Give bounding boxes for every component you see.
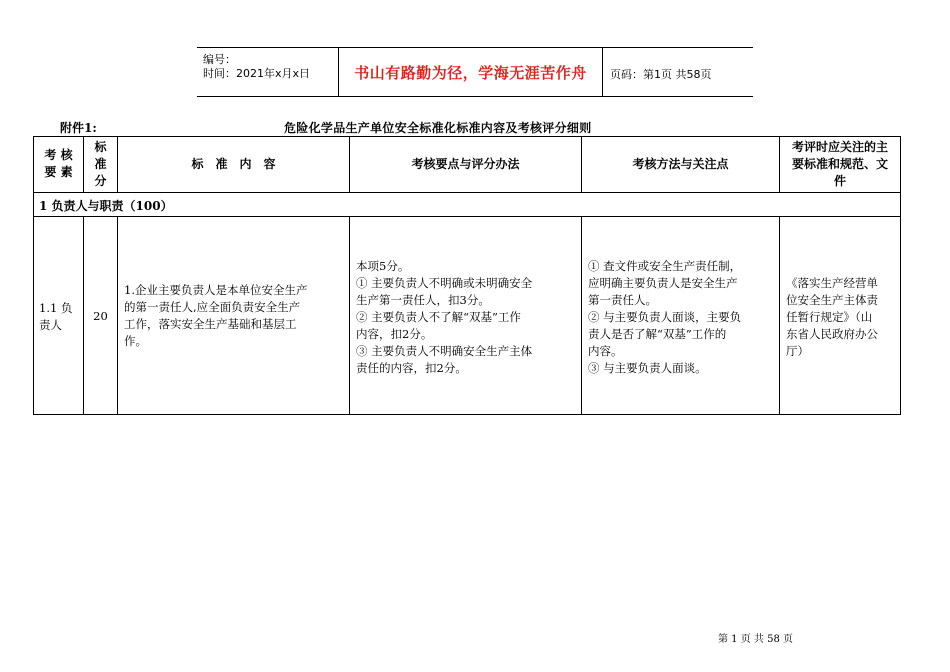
row-element xyxy=(39,300,81,334)
page-footer: 第 1 页 共 58 页 xyxy=(718,634,793,645)
row-references-line: 任暂行规定》（山 xyxy=(786,310,873,324)
row-element-line: 1.1 负 xyxy=(39,301,73,315)
row-standard-line: 的第一责任人,应全面负责安全生产 xyxy=(124,300,301,314)
row-references xyxy=(786,275,900,360)
col-header-element xyxy=(34,147,83,181)
section-heading: 1 负责人与职责（100） xyxy=(39,199,173,213)
row-element-line: 责人 xyxy=(39,318,62,332)
col-header-points xyxy=(84,139,117,190)
col-divider-4-body xyxy=(581,216,582,414)
col-header-points-line: 标 xyxy=(94,140,107,154)
row-method-line: 应明确主要负责人是安全生产 xyxy=(588,276,738,290)
row-method xyxy=(588,258,778,377)
section-row-divider xyxy=(34,216,900,217)
header-left-cell xyxy=(197,48,338,96)
motto-text: 书山有路勤为径，学海无涯苦作舟 xyxy=(354,64,587,82)
row-criteria-line: 生产第一责任人，扣3分。 xyxy=(356,293,490,307)
page-info: 页码：第1页 共58页 xyxy=(610,68,712,81)
col-header-references xyxy=(780,139,900,190)
col-header-references-line: 考评时应关注的主 xyxy=(791,140,888,154)
row-criteria-line: ① 主要负责人不明确或未明确安全 xyxy=(356,276,533,290)
row-standard-line: 1.企业主要负责人是本单位安全生产 xyxy=(124,283,308,297)
col-header-method: 考核方法与关注点 xyxy=(632,157,729,171)
row-method-line: ① 查文件或安全生产责任制， xyxy=(588,259,742,273)
page-header xyxy=(197,47,753,97)
row-references-line: 《落实生产经营单 xyxy=(786,276,878,290)
row-standard-line: 工作，落实安全生产基础和基层工 xyxy=(124,317,297,331)
row-method-line: 第一责任人。 xyxy=(588,293,657,307)
row-method-line: ③ 与主要负责人面谈。 xyxy=(588,361,707,375)
row-method-line: 责人是否了解“双基”工作的 xyxy=(588,327,727,341)
row-method-line: ② 与主要负责人面谈，主要负 xyxy=(588,310,742,324)
row-criteria-line: ② 主要负责人不了解“双基”工作 xyxy=(356,310,521,324)
col-divider-2-body xyxy=(117,216,118,414)
row-criteria-line: 责任的内容，扣2分。 xyxy=(356,361,467,375)
col-header-references-line: 件 xyxy=(833,174,846,188)
row-criteria xyxy=(356,258,578,377)
row-criteria-line: ③ 主要负责人不明确安全生产主体 xyxy=(356,344,533,358)
row-points: 20 xyxy=(93,309,108,323)
col-header-element-line: 考 核 xyxy=(44,148,73,162)
time-label: 时间：2021年x月x日 xyxy=(203,67,311,80)
header-row-divider xyxy=(34,192,900,193)
col-header-criteria: 考核要点与评分办法 xyxy=(411,157,520,171)
attachment-label: 附件1: xyxy=(60,121,97,135)
col-divider-5-body xyxy=(779,216,780,414)
col-header-standard: 标 准 内 容 xyxy=(191,157,276,171)
assessment-table xyxy=(33,136,901,415)
col-divider-3-body xyxy=(349,216,350,414)
row-criteria-line: 本项5分。 xyxy=(356,259,410,273)
col-header-element-line: 要 素 xyxy=(44,165,73,179)
row-references-line: 东省人民政府办公 xyxy=(786,327,878,341)
row-references-line: 厅） xyxy=(786,344,809,358)
row-criteria-line: 内容，扣2分。 xyxy=(356,327,433,341)
col-header-points-line: 准 xyxy=(94,157,107,171)
row-references-line: 位安全生产主体责 xyxy=(786,293,878,307)
header-page-cell xyxy=(602,48,753,96)
document-title: 危险化学品生产单位安全标准化标准内容及考核评分细则 xyxy=(284,121,592,135)
row-standard xyxy=(124,282,346,350)
header-motto-cell xyxy=(338,48,603,96)
col-header-points-line: 分 xyxy=(94,174,107,188)
row-standard-line: 作。 xyxy=(124,334,147,348)
col-header-references-line: 要标准和规范、文 xyxy=(791,157,888,171)
number-label: 编号： xyxy=(203,53,236,66)
row-method-line: 内容。 xyxy=(588,344,623,358)
